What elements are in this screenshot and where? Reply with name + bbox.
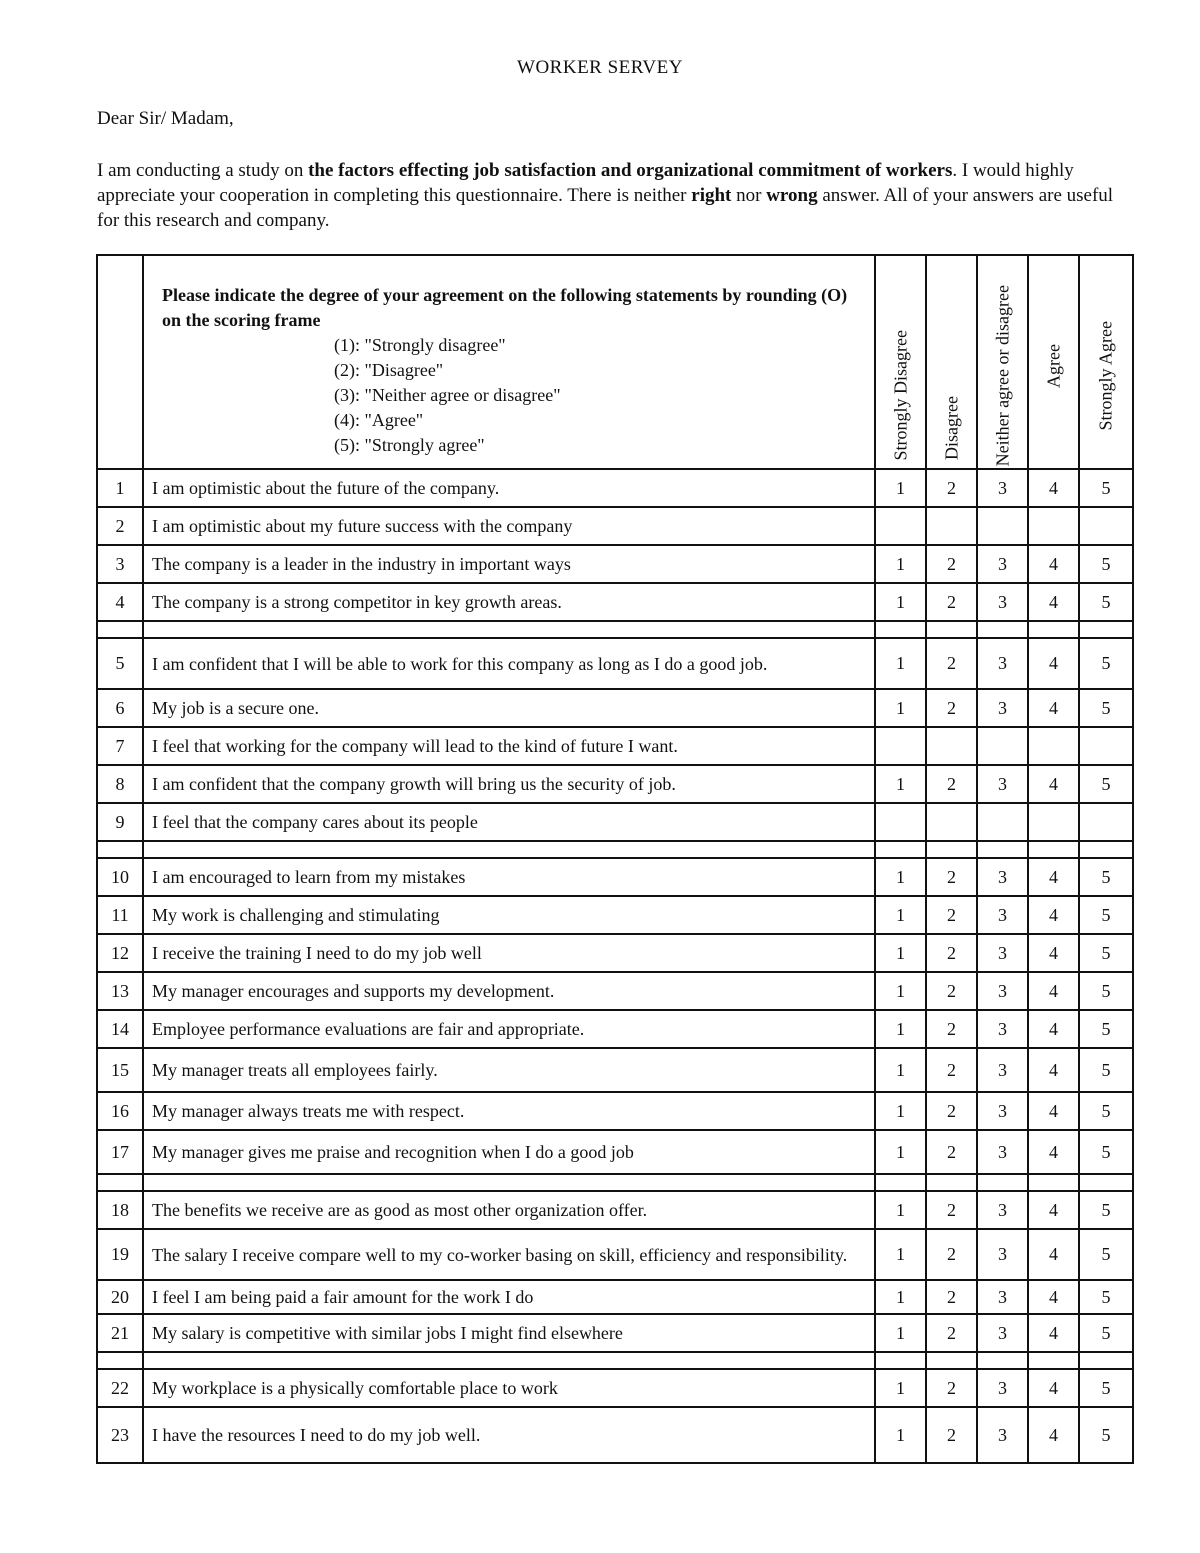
spacer-cell <box>1028 1174 1079 1191</box>
statement-row <box>97 1369 1133 1407</box>
statement-text: My work is challenging and stimulating <box>143 896 875 934</box>
spacer-cell <box>875 1174 926 1191</box>
spacer-cell <box>97 841 143 858</box>
score-option-4[interactable]: 4 <box>1028 896 1079 934</box>
score-option-2[interactable]: 2 <box>926 638 977 689</box>
score-option-3[interactable]: 3 <box>977 896 1028 934</box>
score-option-5[interactable]: 5 <box>1079 1048 1133 1092</box>
spacer-cell <box>1028 841 1079 858</box>
score-option-3[interactable]: 3 <box>977 469 1028 507</box>
score-option-1[interactable]: 1 <box>875 1130 926 1174</box>
score-option-3[interactable]: 3 <box>977 765 1028 803</box>
scale-header-neither: Neither agree or disagree <box>977 255 1028 469</box>
score-option-1[interactable] <box>875 803 926 841</box>
statement-text: The company is a strong competitor in key growth areas. <box>143 583 875 621</box>
score-option-4[interactable]: 4 <box>1028 858 1079 896</box>
score-option-1[interactable] <box>875 727 926 765</box>
score-option-4[interactable]: 4 <box>1028 765 1079 803</box>
score-option-5[interactable]: 5 <box>1079 934 1133 972</box>
score-option-5[interactable]: 5 <box>1079 1191 1133 1229</box>
score-option-1[interactable]: 1 <box>875 638 926 689</box>
row-number: 15 <box>97 1048 143 1092</box>
score-option-3[interactable]: 3 <box>977 689 1028 727</box>
spacer-cell <box>977 1352 1028 1369</box>
score-option-4[interactable]: 4 <box>1028 638 1079 689</box>
score-option-4[interactable]: 4 <box>1028 1369 1079 1407</box>
spacer-cell <box>875 621 926 638</box>
statement-text: My manager always treats me with respect. <box>143 1092 875 1130</box>
spacer-cell <box>143 1174 875 1191</box>
instructions-options <box>334 333 864 458</box>
score-option-3[interactable]: 3 <box>977 934 1028 972</box>
score-option-1[interactable]: 1 <box>875 545 926 583</box>
score-option-3[interactable]: 3 <box>977 638 1028 689</box>
statement-text: I am optimistic about the future of the company. <box>143 469 875 507</box>
intro-bold-wrong: wrong <box>766 185 818 206</box>
score-option-3[interactable] <box>977 507 1028 545</box>
statement-row <box>97 858 1133 896</box>
score-option-4[interactable]: 4 <box>1028 1092 1079 1130</box>
score-option-1[interactable]: 1 <box>875 469 926 507</box>
score-option-4[interactable]: 4 <box>1028 1130 1079 1174</box>
row-number: 17 <box>97 1130 143 1174</box>
score-option-5[interactable]: 5 <box>1079 765 1133 803</box>
statement-row <box>97 1191 1133 1229</box>
score-option-1[interactable]: 1 <box>875 1229 926 1280</box>
score-option-1[interactable]: 1 <box>875 1191 926 1229</box>
statement-row <box>97 1314 1133 1352</box>
score-option-1[interactable]: 1 <box>875 583 926 621</box>
score-option-5[interactable]: 5 <box>1079 1280 1133 1314</box>
score-option-5[interactable] <box>1079 507 1133 545</box>
score-option-5[interactable]: 5 <box>1079 1130 1133 1174</box>
score-option-5[interactable]: 5 <box>1079 896 1133 934</box>
score-option-4[interactable] <box>1028 507 1079 545</box>
score-option-2[interactable]: 2 <box>926 765 977 803</box>
score-option-4[interactable]: 4 <box>1028 972 1079 1010</box>
score-option-3[interactable] <box>977 727 1028 765</box>
score-option-3[interactable]: 3 <box>977 1229 1028 1280</box>
score-option-3[interactable]: 3 <box>977 1369 1028 1407</box>
score-option-4[interactable]: 4 <box>1028 583 1079 621</box>
statement-text: My job is a secure one. <box>143 689 875 727</box>
score-option-1[interactable]: 1 <box>875 1092 926 1130</box>
row-number: 14 <box>97 1010 143 1048</box>
score-option-2[interactable]: 2 <box>926 896 977 934</box>
instructions-cell <box>143 255 875 469</box>
row-number: 18 <box>97 1191 143 1229</box>
score-option-2[interactable]: 2 <box>926 858 977 896</box>
score-option-1[interactable]: 1 <box>875 858 926 896</box>
instructions-heading: Please indicate the degree of your agreement on the following statements by rounding (O) on the scoring frame <box>162 284 848 330</box>
score-option-4[interactable]: 4 <box>1028 689 1079 727</box>
row-number: 12 <box>97 934 143 972</box>
survey-table <box>96 254 1134 1464</box>
score-option-2[interactable]: 2 <box>926 1010 977 1048</box>
score-option-1[interactable]: 1 <box>875 1407 926 1463</box>
statement-row <box>97 689 1133 727</box>
row-number: 19 <box>97 1229 143 1280</box>
score-option-5[interactable]: 5 <box>1079 583 1133 621</box>
statement-text: Employee performance evaluations are fair and appropriate. <box>143 1010 875 1048</box>
scale-header-strongly-agree: Strongly Agree <box>1079 255 1133 469</box>
score-option-4[interactable]: 4 <box>1028 1280 1079 1314</box>
score-option-5[interactable]: 5 <box>1079 469 1133 507</box>
spacer-row <box>97 841 1133 858</box>
score-option-2[interactable]: 2 <box>926 1092 977 1130</box>
score-option-1[interactable]: 1 <box>875 1010 926 1048</box>
statement-row <box>97 1092 1133 1130</box>
spacer-cell <box>1028 621 1079 638</box>
score-option-2[interactable]: 2 <box>926 689 977 727</box>
score-option-1[interactable]: 1 <box>875 972 926 1010</box>
score-option-4[interactable]: 4 <box>1028 1314 1079 1352</box>
statement-text: I am encouraged to learn from my mistakes <box>143 858 875 896</box>
header-number-cell <box>97 255 143 469</box>
score-option-2[interactable]: 2 <box>926 583 977 621</box>
score-option-2[interactable]: 2 <box>926 1191 977 1229</box>
spacer-cell <box>143 621 875 638</box>
statement-row <box>97 469 1133 507</box>
score-option-5[interactable]: 5 <box>1079 689 1133 727</box>
score-option-1[interactable] <box>875 507 926 545</box>
intro-text-3: nor <box>731 185 767 206</box>
statement-text: I am confident that the company growth will bring us the security of job. <box>143 765 875 803</box>
intro-paragraph <box>97 158 1137 233</box>
spacer-row <box>97 1352 1133 1369</box>
score-option-3[interactable]: 3 <box>977 972 1028 1010</box>
score-option-4[interactable]: 4 <box>1028 545 1079 583</box>
score-option-1[interactable]: 1 <box>875 1280 926 1314</box>
option-3: (3): "Neither agree or disagree" <box>334 384 561 405</box>
spacer-cell <box>926 1174 977 1191</box>
spacer-cell <box>977 841 1028 858</box>
statement-row <box>97 1407 1133 1463</box>
spacer-cell <box>875 1352 926 1369</box>
score-option-5[interactable]: 5 <box>1079 858 1133 896</box>
spacer-cell <box>143 841 875 858</box>
spacer-cell <box>875 841 926 858</box>
score-option-5[interactable]: 5 <box>1079 1407 1133 1463</box>
score-option-1[interactable]: 1 <box>875 1314 926 1352</box>
score-option-2[interactable] <box>926 507 977 545</box>
row-number: 6 <box>97 689 143 727</box>
score-option-4[interactable]: 4 <box>1028 1010 1079 1048</box>
statement-row <box>97 507 1133 545</box>
score-option-3[interactable]: 3 <box>977 1130 1028 1174</box>
row-number: 5 <box>97 638 143 689</box>
score-option-5[interactable]: 5 <box>1079 1369 1133 1407</box>
statement-row <box>97 727 1133 765</box>
statement-text: I feel I am being paid a fair amount for the work I do <box>143 1280 875 1314</box>
row-number: 16 <box>97 1092 143 1130</box>
score-option-3[interactable]: 3 <box>977 1010 1028 1048</box>
score-option-3[interactable]: 3 <box>977 1092 1028 1130</box>
score-option-2[interactable]: 2 <box>926 469 977 507</box>
score-option-3[interactable] <box>977 803 1028 841</box>
row-number: 9 <box>97 803 143 841</box>
statement-row <box>97 765 1133 803</box>
statement-row <box>97 583 1133 621</box>
statement-text: I feel that working for the company will lead to the kind of future I want. <box>143 727 875 765</box>
statement-text: I feel that the company cares about its people <box>143 803 875 841</box>
score-option-4[interactable]: 4 <box>1028 1048 1079 1092</box>
score-option-3[interactable]: 3 <box>977 1280 1028 1314</box>
spacer-cell <box>143 1352 875 1369</box>
spacer-cell <box>1079 1174 1133 1191</box>
score-option-2[interactable]: 2 <box>926 1130 977 1174</box>
spacer-cell <box>1079 621 1133 638</box>
spacer-cell <box>926 841 977 858</box>
statement-row <box>97 803 1133 841</box>
score-option-1[interactable]: 1 <box>875 896 926 934</box>
score-option-3[interactable]: 3 <box>977 1048 1028 1092</box>
score-option-5[interactable]: 5 <box>1079 545 1133 583</box>
statement-row <box>97 1280 1133 1314</box>
score-option-2[interactable]: 2 <box>926 1229 977 1280</box>
score-option-2[interactable]: 2 <box>926 1314 977 1352</box>
score-option-2[interactable]: 2 <box>926 1048 977 1092</box>
score-option-2[interactable]: 2 <box>926 1407 977 1463</box>
score-option-3[interactable]: 3 <box>977 1314 1028 1352</box>
score-option-1[interactable]: 1 <box>875 689 926 727</box>
greeting: Dear Sir/ Madam, <box>97 108 234 129</box>
spacer-cell <box>1028 1352 1079 1369</box>
score-option-4[interactable] <box>1028 803 1079 841</box>
score-option-5[interactable]: 5 <box>1079 638 1133 689</box>
statement-row <box>97 934 1133 972</box>
spacer-cell <box>97 1174 143 1191</box>
statement-row <box>97 1130 1133 1174</box>
survey-body <box>97 469 1133 1463</box>
row-number: 7 <box>97 727 143 765</box>
spacer-cell <box>1079 841 1133 858</box>
statement-text: I receive the training I need to do my job well <box>143 934 875 972</box>
score-option-2[interactable] <box>926 727 977 765</box>
spacer-row <box>97 621 1133 638</box>
row-number: 10 <box>97 858 143 896</box>
option-5: (5): "Strongly agree" <box>334 434 485 455</box>
score-option-5[interactable]: 5 <box>1079 1229 1133 1280</box>
row-number: 4 <box>97 583 143 621</box>
row-number: 3 <box>97 545 143 583</box>
statement-text: I have the resources I need to do my job well. <box>143 1407 875 1463</box>
scale-header-agree: Agree <box>1028 255 1079 469</box>
score-option-1[interactable]: 1 <box>875 934 926 972</box>
score-option-2[interactable]: 2 <box>926 1369 977 1407</box>
score-option-2[interactable]: 2 <box>926 934 977 972</box>
score-option-2[interactable]: 2 <box>926 1280 977 1314</box>
statement-row <box>97 545 1133 583</box>
score-option-1[interactable]: 1 <box>875 1048 926 1092</box>
statement-text: My manager gives me praise and recognition when I do a good job <box>143 1130 875 1174</box>
option-2: (2): "Disagree" <box>334 359 444 380</box>
spacer-cell <box>926 621 977 638</box>
intro-text-4: answer. All of your answers are useful for this research and company. <box>97 185 1114 231</box>
score-option-5[interactable]: 5 <box>1079 1314 1133 1352</box>
row-number: 11 <box>97 896 143 934</box>
spacer-cell <box>926 1352 977 1369</box>
statement-row <box>97 638 1133 689</box>
score-option-2[interactable] <box>926 803 977 841</box>
row-number: 8 <box>97 765 143 803</box>
row-number: 21 <box>97 1314 143 1352</box>
score-option-3[interactable]: 3 <box>977 1191 1028 1229</box>
spacer-cell <box>1079 1352 1133 1369</box>
score-option-4[interactable]: 4 <box>1028 469 1079 507</box>
statement-text: The benefits we receive are as good as most other organization offer. <box>143 1191 875 1229</box>
row-number: 13 <box>97 972 143 1010</box>
row-number: 23 <box>97 1407 143 1463</box>
scale-header-disagree: Disagree <box>926 255 977 469</box>
score-option-5[interactable] <box>1079 803 1133 841</box>
row-number: 1 <box>97 469 143 507</box>
score-option-3[interactable]: 3 <box>977 545 1028 583</box>
score-option-3[interactable]: 3 <box>977 858 1028 896</box>
score-option-4[interactable] <box>1028 727 1079 765</box>
spacer-row <box>97 1174 1133 1191</box>
document-title: WORKER SERVEY <box>517 57 683 78</box>
score-option-3[interactable]: 3 <box>977 583 1028 621</box>
statement-text: My workplace is a physically comfortable place to work <box>143 1369 875 1407</box>
spacer-cell <box>977 1174 1028 1191</box>
statement-row <box>97 1229 1133 1280</box>
intro-bold-right: right <box>691 185 732 206</box>
score-option-3[interactable]: 3 <box>977 1407 1028 1463</box>
statement-text: The salary I receive compare well to my co-worker basing on skill, efficiency and responsibility. <box>143 1229 875 1280</box>
intro-bold-topic: the factors effecting job satisfaction and organizational commitment of workers <box>308 160 953 181</box>
statement-row <box>97 972 1133 1010</box>
score-option-5[interactable]: 5 <box>1079 1010 1133 1048</box>
statement-text: My manager treats all employees fairly. <box>143 1048 875 1092</box>
row-number: 2 <box>97 507 143 545</box>
statement-row <box>97 1010 1133 1048</box>
statement-row <box>97 1048 1133 1092</box>
intro-text-2: . I would highly appreciate your cooperation in completing this questionnaire. There is neither <box>97 160 1074 206</box>
score-option-5[interactable] <box>1079 727 1133 765</box>
row-number: 20 <box>97 1280 143 1314</box>
statement-row <box>97 896 1133 934</box>
row-number: 22 <box>97 1369 143 1407</box>
statement-text: My salary is competitive with similar jobs I might find elsewhere <box>143 1314 875 1352</box>
score-option-1[interactable]: 1 <box>875 1369 926 1407</box>
spacer-cell <box>97 621 143 638</box>
spacer-cell <box>97 1352 143 1369</box>
option-1: (1): "Strongly disagree" <box>334 334 506 355</box>
score-option-4[interactable]: 4 <box>1028 934 1079 972</box>
statement-text: My manager encourages and supports my development. <box>143 972 875 1010</box>
header-row <box>97 255 1133 469</box>
spacer-cell <box>977 621 1028 638</box>
score-option-1[interactable]: 1 <box>875 765 926 803</box>
intro-text-1: I am conducting a study on <box>97 160 309 181</box>
statement-text: I am optimistic about my future success with the company <box>143 507 875 545</box>
option-4: (4): "Agree" <box>334 409 424 430</box>
score-option-2[interactable]: 2 <box>926 972 977 1010</box>
statement-text: The company is a leader in the industry in important ways <box>143 545 875 583</box>
score-option-4[interactable]: 4 <box>1028 1191 1079 1229</box>
score-option-2[interactable]: 2 <box>926 545 977 583</box>
scale-header-strongly-disagree: Strongly Disagree <box>875 255 926 469</box>
score-option-5[interactable]: 5 <box>1079 1092 1133 1130</box>
statement-text: I am confident that I will be able to work for this company as long as I do a good job. <box>143 638 875 689</box>
score-option-5[interactable]: 5 <box>1079 972 1133 1010</box>
score-option-4[interactable]: 4 <box>1028 1229 1079 1280</box>
score-option-4[interactable]: 4 <box>1028 1407 1079 1463</box>
